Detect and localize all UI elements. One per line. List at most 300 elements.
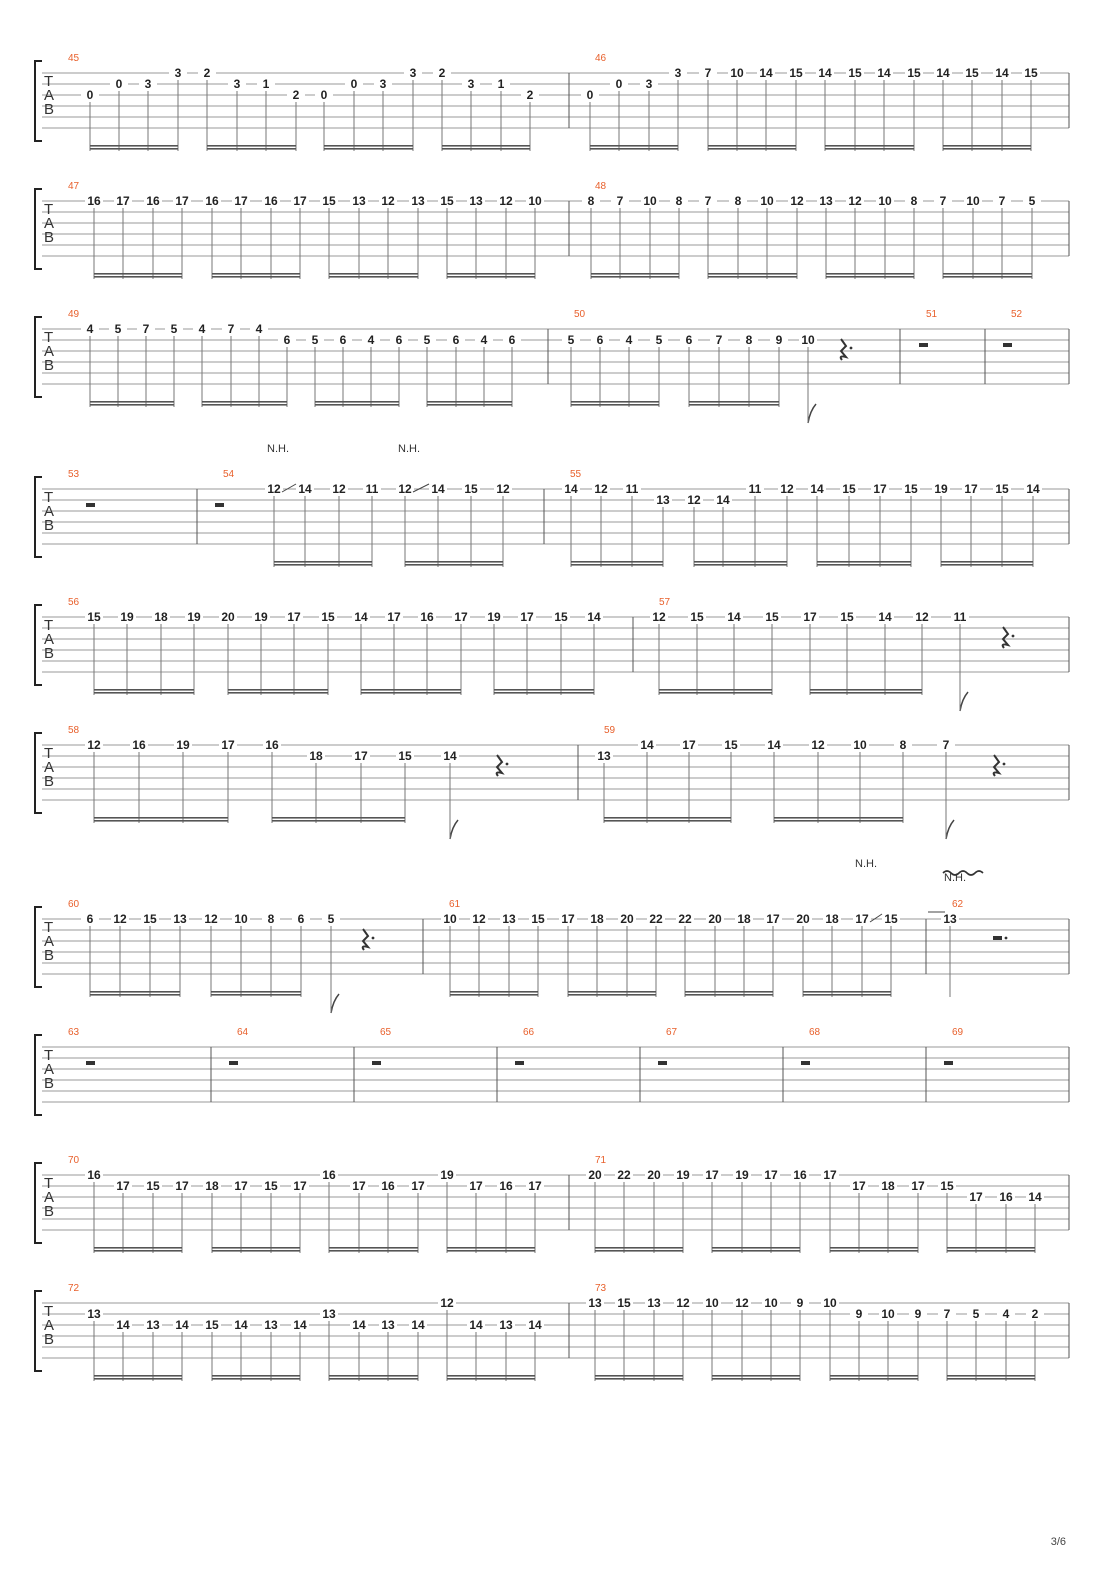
fret-number: 17 <box>682 738 696 752</box>
fret-number: 5 <box>655 333 663 347</box>
fret-number: 12 <box>381 194 395 208</box>
beam <box>447 1375 535 1377</box>
fret-number: 13 <box>943 912 957 926</box>
tab-clef-letter: A <box>44 933 55 950</box>
measure-number: 52 <box>1011 309 1023 320</box>
eighth-flag <box>450 820 458 839</box>
beam <box>595 1250 683 1252</box>
fret-number: 14 <box>767 738 781 752</box>
beam <box>324 148 413 150</box>
fret-number: 5 <box>972 1307 980 1321</box>
fret-number: 17 <box>221 738 235 752</box>
slide-mark <box>870 914 882 922</box>
fret-number: 3 <box>467 77 475 91</box>
fret-number: 1 <box>497 77 505 91</box>
fret-number: 19 <box>676 1168 690 1182</box>
fret-number: 10 <box>881 1307 895 1321</box>
fret-number: 19 <box>487 610 501 624</box>
beam <box>207 148 296 150</box>
whole-rest <box>801 1061 810 1065</box>
beam <box>94 1378 182 1380</box>
beam <box>685 991 773 993</box>
fret-number: 14 <box>411 1318 425 1332</box>
fret-number: 8 <box>910 194 918 208</box>
beam <box>212 273 300 275</box>
beam <box>604 817 731 819</box>
beam <box>228 692 328 694</box>
beam <box>571 401 659 403</box>
fret-number: 0 <box>615 77 623 91</box>
fret-number: 11 <box>625 482 639 496</box>
fret-number: 12 <box>440 1296 454 1310</box>
fret-number: 20 <box>620 912 634 926</box>
measure-number: 54 <box>223 469 235 480</box>
slide-mark <box>282 484 296 492</box>
fret-number: 0 <box>86 88 94 102</box>
measure-number: 50 <box>574 309 586 320</box>
beam <box>830 1375 918 1377</box>
tab-clef-letter: T <box>44 1303 54 1320</box>
fret-number: 15 <box>87 610 101 624</box>
beam <box>94 689 194 691</box>
fret-number: 2 <box>292 88 300 102</box>
fret-number: 5 <box>327 912 335 926</box>
fret-number: 14 <box>587 610 601 624</box>
fret-number: 17 <box>234 1179 248 1193</box>
fret-number: 17 <box>520 610 534 624</box>
fret-number: 6 <box>452 333 460 347</box>
beam <box>571 561 663 563</box>
fret-number: 5 <box>423 333 431 347</box>
fret-number: 16 <box>146 194 160 208</box>
quarter-rest <box>363 929 368 950</box>
beam <box>315 404 399 406</box>
beam <box>329 1250 418 1252</box>
measure-number: 68 <box>809 1027 821 1038</box>
tab-clef-letter: T <box>44 201 54 218</box>
fret-number: 13 <box>381 1318 395 1332</box>
fret-number: 20 <box>221 610 235 624</box>
beam <box>708 145 796 147</box>
beam <box>568 991 656 993</box>
fret-number: 4 <box>625 333 633 347</box>
beam <box>94 276 182 278</box>
fret-number: 3 <box>174 66 182 80</box>
fret-number: 15 <box>143 912 157 926</box>
fret-number: 0 <box>320 88 328 102</box>
beam <box>94 1247 182 1249</box>
fret-number: 14 <box>818 66 832 80</box>
eighth-flag <box>331 994 339 1013</box>
measure-number: 70 <box>68 1155 80 1166</box>
fret-number: 15 <box>995 482 1009 496</box>
tab-clef-letter: B <box>44 357 55 374</box>
fret-number: 14 <box>352 1318 366 1332</box>
beam <box>694 564 787 566</box>
fret-number: 12 <box>676 1296 690 1310</box>
fret-number: 12 <box>113 912 127 926</box>
fret-number: 10 <box>801 333 815 347</box>
beam <box>212 1250 300 1252</box>
beam <box>90 991 180 993</box>
fret-number: 17 <box>469 1179 483 1193</box>
fret-number: 11 <box>953 610 967 624</box>
beam <box>830 1247 918 1249</box>
fret-number: 12 <box>496 482 510 496</box>
beam <box>94 817 228 819</box>
fret-number: 15 <box>146 1179 160 1193</box>
fret-number: 8 <box>587 194 595 208</box>
beam <box>708 273 797 275</box>
fret-number: 15 <box>321 610 335 624</box>
beam <box>90 401 174 403</box>
tab-system <box>35 309 1069 423</box>
fret-number: 17 <box>116 1179 130 1193</box>
fret-number: 3 <box>379 77 387 91</box>
beam <box>810 689 922 691</box>
beam <box>274 561 372 563</box>
fret-number: 13 <box>322 1307 336 1321</box>
tab-system <box>35 899 1069 1013</box>
eighth-flag <box>960 692 968 711</box>
fret-number: 18 <box>205 1179 219 1193</box>
beam <box>94 1375 182 1377</box>
fret-number: 14 <box>298 482 312 496</box>
beam <box>212 276 300 278</box>
fret-number: 16 <box>420 610 434 624</box>
system-bracket <box>35 1035 42 1115</box>
tab-clef-letter: T <box>44 73 54 90</box>
fret-number: 3 <box>645 77 653 91</box>
quarter-rest <box>841 339 846 360</box>
whole-rest <box>86 503 95 507</box>
fret-number: 4 <box>255 322 263 336</box>
fret-number: 10 <box>853 738 867 752</box>
rest-dot <box>506 763 509 766</box>
measure-number: 73 <box>595 1283 607 1294</box>
beam <box>450 994 538 996</box>
fret-number: 17 <box>387 610 401 624</box>
fret-number: 7 <box>942 738 950 752</box>
fret-number: 19 <box>440 1168 454 1182</box>
tab-clef-letter: T <box>44 1047 54 1064</box>
fret-number: 12 <box>87 738 101 752</box>
beam <box>211 994 301 996</box>
tab-system <box>35 469 1069 567</box>
beam <box>947 1250 1035 1252</box>
fret-number: 13 <box>352 194 366 208</box>
fret-number: 7 <box>998 194 1006 208</box>
fret-number: 14 <box>443 749 457 763</box>
system-bracket <box>35 1291 42 1371</box>
beam <box>947 1378 1035 1380</box>
fret-number: 13 <box>264 1318 278 1332</box>
beam <box>830 1250 918 1252</box>
measure-number: 57 <box>659 597 671 608</box>
rest-dot <box>1005 937 1008 940</box>
beam <box>442 148 530 150</box>
beam <box>427 404 512 406</box>
fret-number: 18 <box>881 1179 895 1193</box>
beam <box>94 692 194 694</box>
fret-number: 17 <box>287 610 301 624</box>
fret-number: 16 <box>381 1179 395 1193</box>
natural-harmonic-label: N.H. <box>267 443 289 455</box>
fret-number: 18 <box>154 610 168 624</box>
tab-clef-letter: A <box>44 759 55 776</box>
beam <box>450 991 538 993</box>
fret-number: 16 <box>793 1168 807 1182</box>
beam <box>94 820 228 822</box>
tab-system <box>35 1027 1069 1115</box>
fret-number: 7 <box>704 66 712 80</box>
quarter-rest <box>497 755 502 776</box>
beam <box>947 1375 1035 1377</box>
beam <box>774 820 903 822</box>
fret-number: 14 <box>877 66 891 80</box>
fret-number: 15 <box>440 194 454 208</box>
tab-clef-letter: B <box>44 1203 55 1220</box>
fret-number: 7 <box>616 194 624 208</box>
fret-number: 16 <box>205 194 219 208</box>
beam <box>689 401 779 403</box>
beam <box>826 276 914 278</box>
fret-number: 12 <box>332 482 346 496</box>
whole-rest <box>658 1061 667 1065</box>
fret-number: 4 <box>480 333 488 347</box>
fret-number: 17 <box>964 482 978 496</box>
fret-number: 20 <box>588 1168 602 1182</box>
beam <box>90 404 174 406</box>
fret-number: 10 <box>643 194 657 208</box>
natural-harmonic-label: N.H. <box>944 872 966 884</box>
fret-number: 13 <box>588 1296 602 1310</box>
fret-number: 13 <box>411 194 425 208</box>
fret-number: 12 <box>915 610 929 624</box>
tab-clef-letter: A <box>44 87 55 104</box>
fret-number: 2 <box>203 66 211 80</box>
fret-number: 14 <box>759 66 773 80</box>
measure-number: 51 <box>926 309 938 320</box>
tab-clef-letter: A <box>44 503 55 520</box>
tab-clef-letter: A <box>44 631 55 648</box>
beam <box>272 817 405 819</box>
fret-number: 12 <box>398 482 412 496</box>
fret-number: 12 <box>204 912 218 926</box>
natural-harmonic-label: N.H. <box>398 443 420 455</box>
fret-number: 15 <box>690 610 704 624</box>
system-bracket <box>35 477 42 557</box>
beam <box>361 692 461 694</box>
fret-number: 15 <box>264 1179 278 1193</box>
fret-number: 7 <box>142 322 150 336</box>
fret-number: 11 <box>748 482 762 496</box>
beam <box>694 561 787 563</box>
fret-number: 17 <box>969 1190 983 1204</box>
beam <box>712 1378 800 1380</box>
beam <box>943 145 1031 147</box>
beam <box>361 689 461 691</box>
fret-number: 17 <box>911 1179 925 1193</box>
fret-number: 0 <box>586 88 594 102</box>
tab-system <box>35 597 1069 711</box>
fret-number: 6 <box>339 333 347 347</box>
tab-clef-letter: B <box>44 947 55 964</box>
fret-number: 22 <box>649 912 663 926</box>
fret-number: 17 <box>766 912 780 926</box>
fret-number: 8 <box>734 194 742 208</box>
beam <box>329 1378 418 1380</box>
fret-number: 9 <box>775 333 783 347</box>
fret-number: 15 <box>464 482 478 496</box>
beam <box>941 561 1033 563</box>
fret-number: 17 <box>823 1168 837 1182</box>
fret-number: 9 <box>796 1296 804 1310</box>
fret-number: 15 <box>848 66 862 80</box>
fret-number: 12 <box>499 194 513 208</box>
beam <box>447 1250 535 1252</box>
beam <box>207 145 296 147</box>
beam <box>817 561 911 563</box>
whole-rest <box>372 1061 381 1065</box>
fret-number: 15 <box>1024 66 1038 80</box>
fret-number: 20 <box>647 1168 661 1182</box>
system-bracket <box>35 907 42 987</box>
fret-number: 16 <box>999 1190 1013 1204</box>
fret-number: 17 <box>705 1168 719 1182</box>
page-number: 3/6 <box>1050 1536 1066 1548</box>
measure-number: 46 <box>595 53 607 64</box>
fret-number: 2 <box>438 66 446 80</box>
fret-number: 15 <box>398 749 412 763</box>
system-bracket <box>35 317 42 397</box>
fret-number: 16 <box>322 1168 336 1182</box>
measure-number: 60 <box>68 899 80 910</box>
tab-system <box>35 181 1069 279</box>
tab-clef-letter: T <box>44 617 54 634</box>
beam <box>329 1375 418 1377</box>
fret-number: 16 <box>132 738 146 752</box>
fret-number: 16 <box>87 1168 101 1182</box>
fret-number: 14 <box>716 493 730 507</box>
fret-number: 15 <box>904 482 918 496</box>
tab-clef-letter: A <box>44 1189 55 1206</box>
fret-number: 5 <box>1028 194 1036 208</box>
beam <box>272 820 405 822</box>
fret-number: 4 <box>1002 1307 1010 1321</box>
beam <box>947 1247 1035 1249</box>
beam <box>329 1247 418 1249</box>
measure-number: 62 <box>952 899 964 910</box>
fret-number: 10 <box>966 194 980 208</box>
beam <box>329 276 418 278</box>
fret-number: 14 <box>1026 482 1040 496</box>
tab-system <box>35 725 1069 839</box>
tab-clef-letter: A <box>44 1061 55 1078</box>
fret-number: 17 <box>561 912 575 926</box>
fret-number: 14 <box>564 482 578 496</box>
beam <box>447 1378 535 1380</box>
fret-number: 10 <box>234 912 248 926</box>
tab-clef-letter: B <box>44 645 55 662</box>
fret-number: 14 <box>810 482 824 496</box>
fret-number: 15 <box>554 610 568 624</box>
tab-clef-letter: B <box>44 1331 55 1348</box>
fret-number: 10 <box>443 912 457 926</box>
fret-number: 18 <box>737 912 751 926</box>
fret-number: 16 <box>265 738 279 752</box>
measure-number: 63 <box>68 1027 80 1038</box>
beam <box>943 276 1032 278</box>
measure-number: 72 <box>68 1283 80 1294</box>
measure-number: 48 <box>595 181 607 192</box>
fret-number: 2 <box>526 88 534 102</box>
fret-number: 12 <box>594 482 608 496</box>
fret-number: 12 <box>267 482 281 496</box>
fret-number: 2 <box>1031 1307 1039 1321</box>
fret-number: 6 <box>395 333 403 347</box>
fret-number: 17 <box>528 1179 542 1193</box>
fret-number: 13 <box>819 194 833 208</box>
slide-mark <box>413 484 429 492</box>
fret-number: 3 <box>233 77 241 91</box>
fret-number: 15 <box>884 912 898 926</box>
beam <box>568 994 656 996</box>
fret-number: 15 <box>965 66 979 80</box>
system-bracket <box>35 605 42 685</box>
measure-number: 71 <box>595 1155 607 1166</box>
fret-number: 5 <box>311 333 319 347</box>
fret-number: 14 <box>936 66 950 80</box>
beam <box>202 401 287 403</box>
fret-number: 17 <box>873 482 887 496</box>
beam <box>591 276 679 278</box>
fret-number: 17 <box>116 194 130 208</box>
fret-number: 14 <box>175 1318 189 1332</box>
fret-number: 15 <box>842 482 856 496</box>
tab-clef-letter: A <box>44 1317 55 1334</box>
rest-dot <box>1003 763 1006 766</box>
fret-number: 14 <box>234 1318 248 1332</box>
fret-number: 17 <box>454 610 468 624</box>
system-bracket <box>35 189 42 269</box>
beam <box>315 401 399 403</box>
tab-clef-letter: T <box>44 329 54 346</box>
beam <box>90 994 180 996</box>
fret-number: 13 <box>87 1307 101 1321</box>
fret-number: 18 <box>309 749 323 763</box>
fret-number: 9 <box>855 1307 863 1321</box>
system-bracket <box>35 733 42 813</box>
rest-dot <box>1012 635 1015 638</box>
beam <box>708 148 796 150</box>
fret-number: 7 <box>227 322 235 336</box>
beam <box>712 1375 800 1377</box>
whole-rest <box>229 1061 238 1065</box>
beam <box>211 991 301 993</box>
fret-number: 19 <box>120 610 134 624</box>
fret-number: 18 <box>590 912 604 926</box>
whole-rest <box>86 1061 95 1065</box>
fret-number: 6 <box>596 333 604 347</box>
tab-clef-letter: A <box>44 215 55 232</box>
beam <box>447 273 535 275</box>
natural-harmonic-label: N.H. <box>855 858 877 870</box>
beam <box>825 148 914 150</box>
fret-number: 0 <box>350 77 358 91</box>
fret-number: 18 <box>825 912 839 926</box>
fret-number: 10 <box>528 194 542 208</box>
